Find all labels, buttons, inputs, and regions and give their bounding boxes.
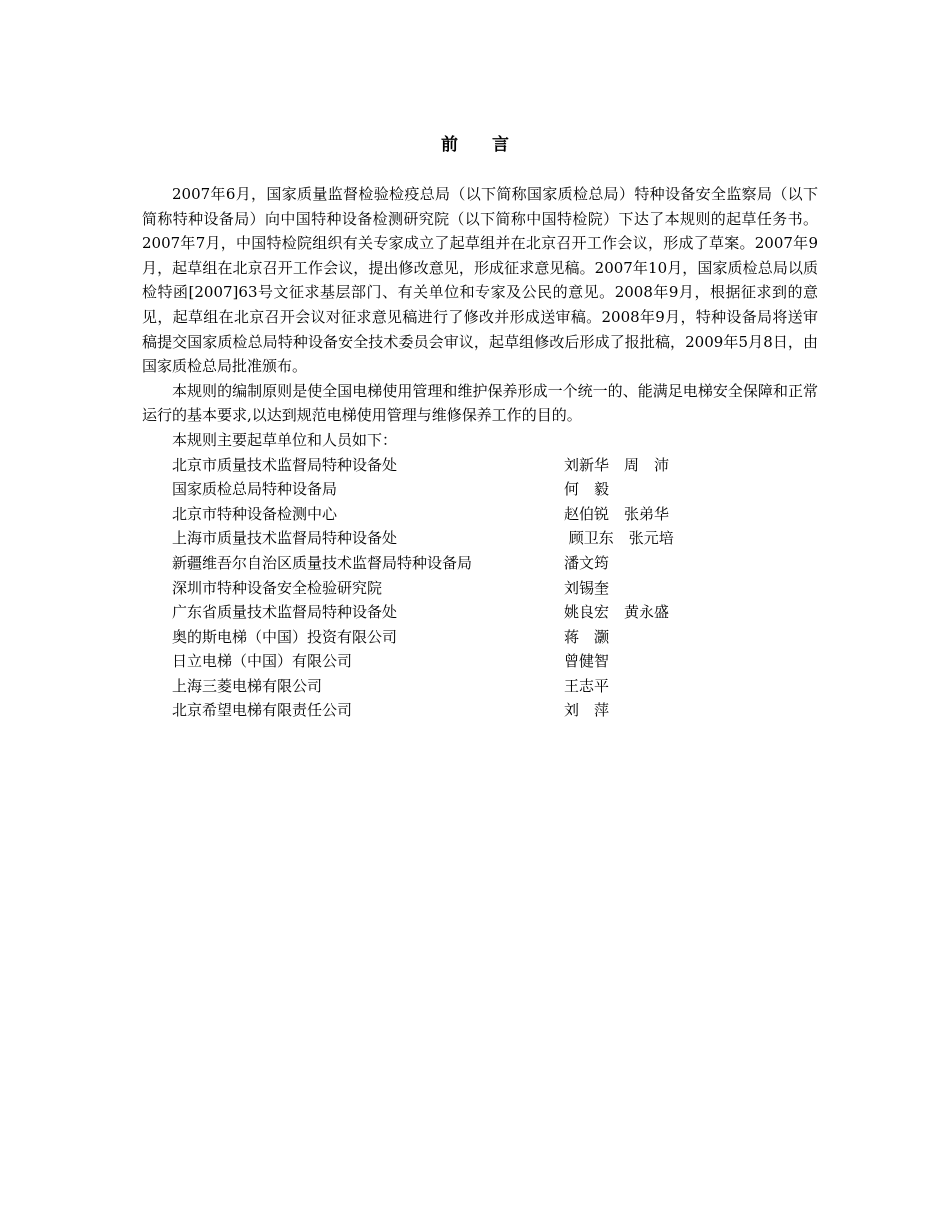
drafter-row xyxy=(142,600,818,625)
drafter-row xyxy=(142,698,818,723)
drafter-names: 刘锡奎 xyxy=(564,578,610,597)
drafter-row xyxy=(142,625,818,650)
drafter-org: 上海三菱电梯有限公司 xyxy=(172,676,323,695)
drafter-names: 赵伯锐 张弟华 xyxy=(564,504,670,523)
paragraph-history: 2007年6月，国家质量监督检验检疫总局（以下简称国家质检总局）特种设备安全监察局（以下简称特种设备局）向中国特种设备检测研究院（以下简称中国特检院）下达了本规则的起草任务书。2007年7月，中国特检院组织有关专家成立了起草组并在北京召开工作会议，形成了草案。2007年9月，起草组在北京召开工作会议，提出修改意见，形成征求意见稿。2007年10月，国家质检总局以质检特函[2007]63号文征求基层部门、有关单位和专家及公民的意见。2008年9月，根据征求到的意见，起草组在北京召开会议对征求意见稿进行了修改并形成送审稿。2008年9月，特种设备局将送审稿提交国家质检总局特种设备安全技术委员会审议，起草组修改后形成了报批稿，2009年5月8日，由国家质检总局批准颁布。 xyxy=(142,185,818,376)
drafter-names: 顾卫东 张元培 xyxy=(564,529,674,548)
drafter-row xyxy=(142,477,818,502)
drafter-names: 王志平 xyxy=(564,676,610,695)
drafter-row xyxy=(142,453,818,478)
drafter-org: 新疆维吾尔自治区质量技术监督局特种设备局 xyxy=(172,553,473,572)
drafters-list xyxy=(142,453,818,724)
paragraph-drafters-intro: 本规则主要起草单位和人员如下： xyxy=(172,430,398,449)
drafter-names: 刘新华 周 沛 xyxy=(564,455,670,474)
drafter-names: 曾健智 xyxy=(564,652,610,671)
paragraph-principle: 本规则的编制原则是使全国电梯使用管理和维护保养形成一个统一的、能满足电梯安全保障和正常运行的基本要求,以达到规范电梯使用管理与维修保养工作的目的。 xyxy=(142,381,818,425)
drafter-row xyxy=(142,551,818,576)
drafter-org: 北京希望电梯有限责任公司 xyxy=(172,701,353,720)
drafter-names: 姚良宏 黄永盛 xyxy=(564,603,670,622)
drafter-names: 刘 萍 xyxy=(564,701,610,720)
drafter-org: 上海市质量技术监督局特种设备处 xyxy=(172,529,398,548)
drafter-org: 奥的斯电梯（中国）投资有限公司 xyxy=(172,627,398,646)
drafter-names: 蒋 灏 xyxy=(564,627,610,646)
drafter-row xyxy=(142,502,818,527)
drafter-names: 潘文筠 xyxy=(564,553,610,572)
page-title: 前言 xyxy=(441,135,543,155)
drafter-org: 广东省质量技术监督局特种设备处 xyxy=(172,603,398,622)
document-body xyxy=(142,182,818,723)
drafter-org: 国家质检总局特种设备局 xyxy=(172,480,338,499)
drafter-row xyxy=(142,649,818,674)
drafter-org: 北京市质量技术监督局特种设备处 xyxy=(172,455,398,474)
drafter-row xyxy=(142,526,818,551)
drafter-org: 北京市特种设备检测中心 xyxy=(172,504,338,523)
drafter-names: 何 毅 xyxy=(564,480,610,499)
drafter-org: 深圳市特种设备安全检验研究院 xyxy=(172,578,383,597)
drafter-row xyxy=(142,576,818,601)
drafter-row xyxy=(142,674,818,699)
drafter-org: 日立电梯（中国）有限公司 xyxy=(172,652,353,671)
